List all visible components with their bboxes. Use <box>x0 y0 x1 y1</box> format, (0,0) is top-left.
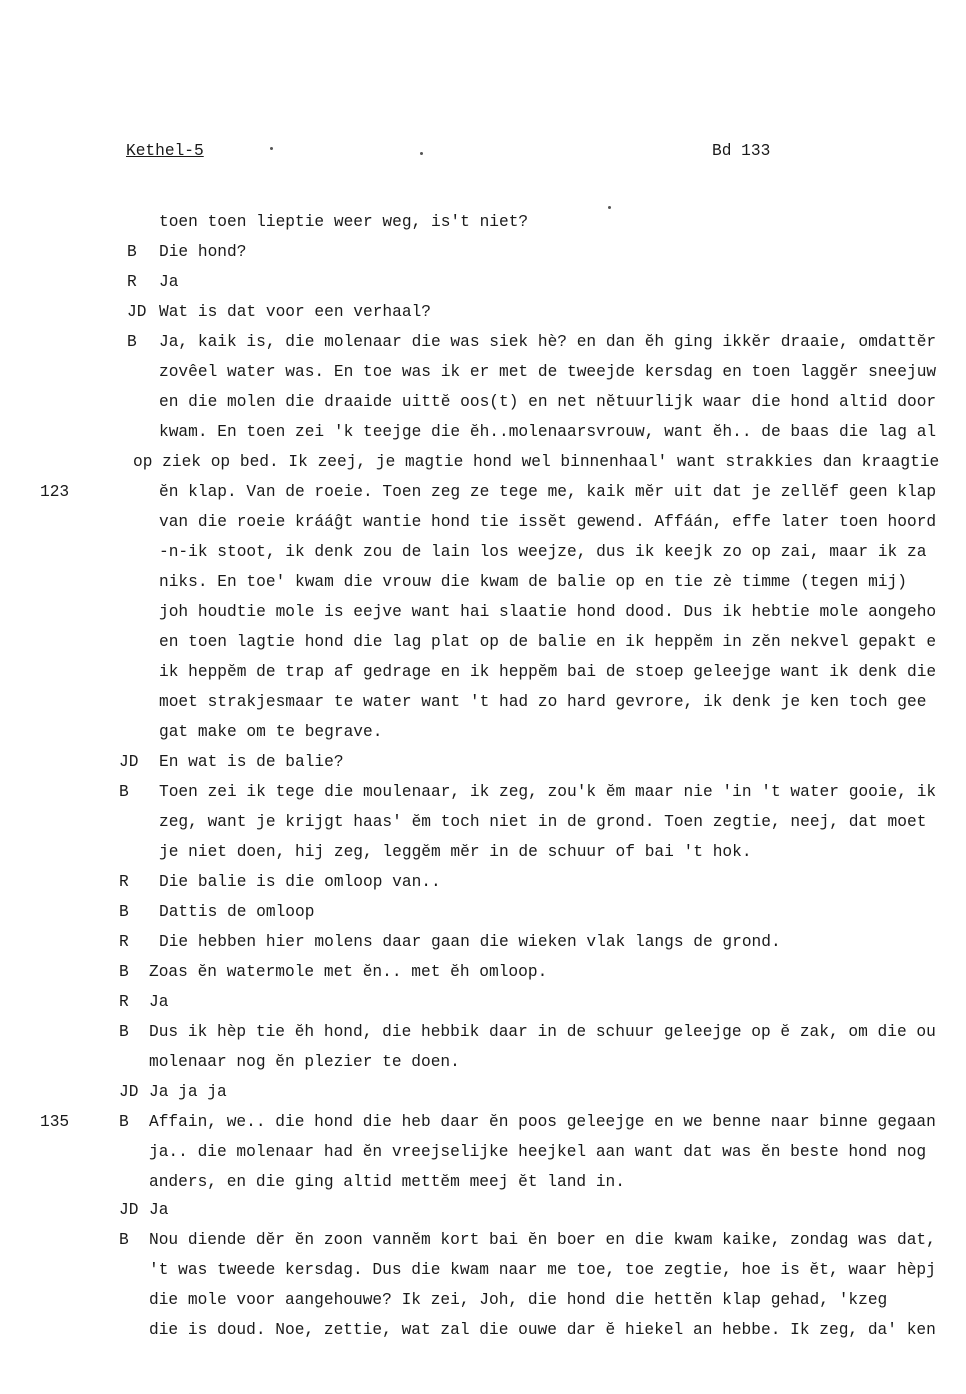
speaker-label: R <box>127 273 137 291</box>
transcript-line: Zoas ĕn watermole met ĕn.. met ĕh omloop. <box>149 963 548 981</box>
transcript-line: Ja ja ja <box>149 1083 227 1101</box>
header-left: Kethel-5 <box>126 142 204 160</box>
margin-number: 123 <box>40 483 70 501</box>
transcript-line: Toen zei ik tege die moulenaar, ik zeg, zou'k ĕm maar nie 'in 't water gooie, ik <box>159 783 937 801</box>
transcript-line: Die hond? <box>159 243 247 261</box>
transcript-line: joh houdtie mole is eejve want hai slaatie hond dood. Dus ik hebtie mole aongeho <box>159 603 937 621</box>
speaker-label: JD <box>119 1201 139 1219</box>
transcript-line: Ja <box>149 993 169 1011</box>
transcript-line: Nou diende dĕr ĕn zoon vannĕm kort bai ĕn boer en die kwam kaike, zondag was dat, <box>149 1231 936 1249</box>
speaker-label: B <box>119 1231 129 1249</box>
transcript-line: en die molen die draaide uittĕ oos(t) en net nĕtuurlijk waar die hond altid door <box>159 393 937 411</box>
transcript-line: Die balie is die omloop van.. <box>159 873 441 891</box>
transcript-line: Wat is dat voor een verhaal? <box>159 303 431 321</box>
speaker-label: R <box>119 993 129 1011</box>
transcript-line: niks. En toe' kwam die vrouw die kwam de balie op en tie zè timme (tegen mij) <box>159 573 907 591</box>
transcript-line: toen toen lieptie weer weg, is't niet? <box>159 213 529 231</box>
transcript-line: ik heppĕm de trap af gedrage en ik heppĕm bai de stoep geleejge want ik denk die <box>159 663 937 681</box>
speaker-label: R <box>119 933 129 951</box>
speaker-label: B <box>119 1023 129 1041</box>
speaker-label: B <box>119 1113 129 1131</box>
scan-speck <box>608 206 611 209</box>
transcript-line: moet strakjesmaar te water want 't had zo hard gevrore, ik denk je ken toch gee <box>159 693 927 711</box>
transcript-line: kwam. En toen zei 'k teejge die ĕh..molenaarsvrouw, want ĕh.. de baas die lag al <box>159 423 937 441</box>
transcript-line: ĕn klap. Van de roeie. Toen zeg ze tege me, kaik mĕr uit dat je zellĕf geen klap <box>159 483 937 501</box>
transcript-line: gat make om te begrave. <box>159 723 383 741</box>
transcript-line: 't was tweede kersdag. Dus die kwam naar me toe, toe zegtie, hoe is ĕt, waar hèpj <box>149 1261 936 1279</box>
transcript-line: die mole voor aangehouwe? Ik zei, Joh, die hond die hettĕn klap gehad, 'kzeg <box>149 1291 888 1309</box>
transcript-line: Die hebben hier molens daar gaan die wieken vlak langs de grond. <box>159 933 781 951</box>
header-right: Bd 133 <box>712 142 771 160</box>
transcript-line: van die roeie krááĝt wantie hond tie issĕt gewend. Affáán, effe later toen hoord <box>159 513 937 531</box>
speaker-label: JD <box>127 303 147 321</box>
transcript-line: die is doud. Noe, zettie, wat zal die ouwe dar ĕ hiekel an hebbe. Ik zeg, da' ken <box>149 1321 936 1339</box>
transcript-line: zovêel water was. En toe was ik er met de tweejde kersdag en toen laggĕr sneejuw <box>159 363 937 381</box>
margin-number: 135 <box>40 1113 70 1131</box>
scan-speck <box>270 147 273 150</box>
transcript-line: Ja <box>159 273 179 291</box>
speaker-label: R <box>119 873 129 891</box>
transcript-line: Ja <box>149 1201 169 1219</box>
speaker-label: B <box>119 903 129 921</box>
transcript-line: Ja, kaik is, die molenaar die was siek hè? en dan ĕh ging ikkĕr draaie, omdattĕr <box>159 333 937 351</box>
transcript-line: zeg, want je krijgt haas' ĕm toch niet in de grond. Toen zegtie, neej, dat moet <box>159 813 927 831</box>
transcript-line: en toen lagtie hond die lag plat op de balie en ik heppĕm in zĕn nekvel gepakt e <box>159 633 937 651</box>
transcript-line: ja.. die molenaar had ĕn vreejselijke heejkel aan want dat was ĕn beste hond nog <box>149 1143 927 1161</box>
speaker-label: B <box>127 333 137 351</box>
scan-speck <box>420 152 423 155</box>
transcript-line: Dus ik hèp tie ĕh hond, die hebbik daar in de schuur geleejge op ĕ zak, om die ou <box>149 1023 936 1041</box>
transcript-line: Affain, we.. die hond die heb daar ĕn poos geleejge en we benne naar binne gegaan <box>149 1113 936 1131</box>
transcript-line: anders, en die ging altid mettĕm meej ĕt land in. <box>149 1173 625 1191</box>
speaker-label: JD <box>119 753 139 771</box>
transcript-line: je niet doen, hij zeg, leggĕm mĕr in de schuur of bai 't hok. <box>159 843 752 861</box>
transcript-line: Dattis de omloop <box>159 903 315 921</box>
transcript-line: En wat is de balie? <box>159 753 344 771</box>
transcript-line: -n-ik stoot, ik denk zou de lain los weejze, dus ik keejk zo op zai, maar ik za <box>159 543 927 561</box>
speaker-label: B <box>119 783 129 801</box>
transcript-line: molenaar nog ĕn plezier te doen. <box>149 1053 460 1071</box>
transcript-line: op ziek op bed. Ik zeej, je magtie hond wel binnenhaal' want strakkies dan kraagtie <box>133 453 940 471</box>
speaker-label: JD <box>119 1083 139 1101</box>
speaker-label: B <box>119 963 129 981</box>
speaker-label: B <box>127 243 137 261</box>
